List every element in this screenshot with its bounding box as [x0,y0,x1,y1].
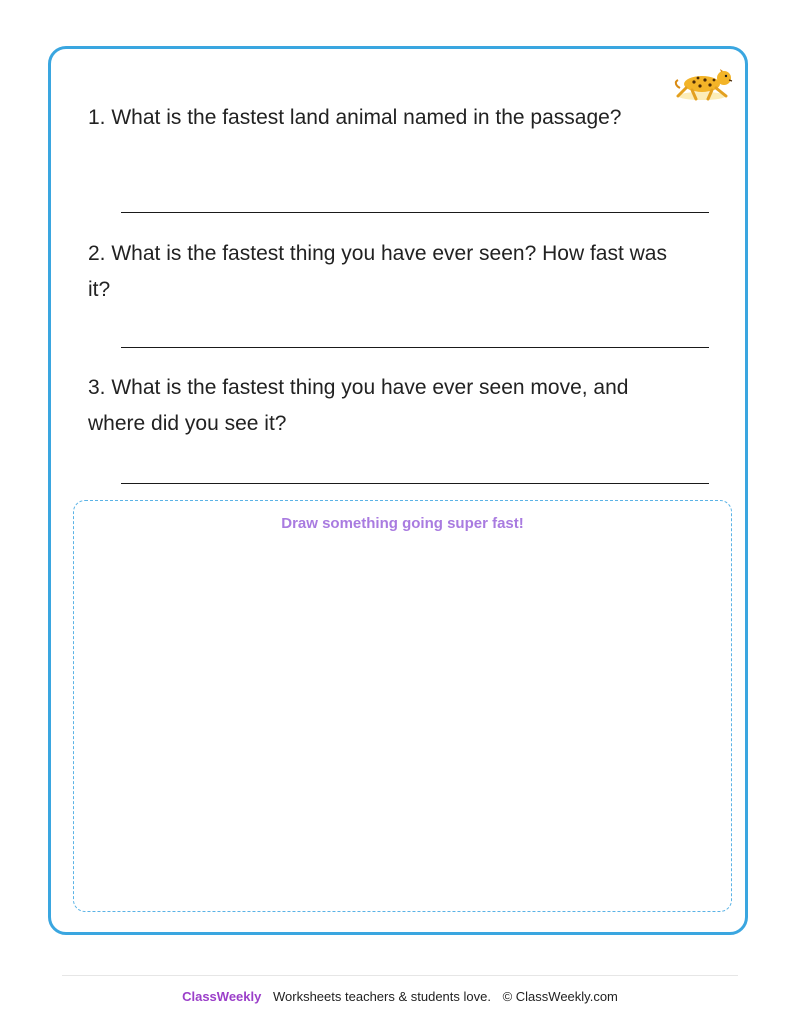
question-2: 2. What is the fastest thing you have ever seen? How fast was it? [88,242,667,301]
answer-line-3[interactable] [121,483,709,484]
footer-brand: ClassWeekly [182,989,262,1004]
question-1: 1. What is the fastest land animal named in the passage? [88,106,622,129]
drawing-prompt: Draw something going super fast! [281,515,524,532]
footer-copyright: © ClassWeekly.com [502,989,618,1004]
footer [0,989,800,1004]
question-3: 3. What is the fastest thing you have ever seen move, and where did you see it? [88,376,629,435]
footer-divider [62,975,738,976]
answer-line-2[interactable] [121,347,709,348]
drawing-box[interactable] [73,500,732,912]
answer-line-1[interactable] [121,212,709,213]
footer-tagline: Worksheets teachers & students love. [272,989,491,1004]
